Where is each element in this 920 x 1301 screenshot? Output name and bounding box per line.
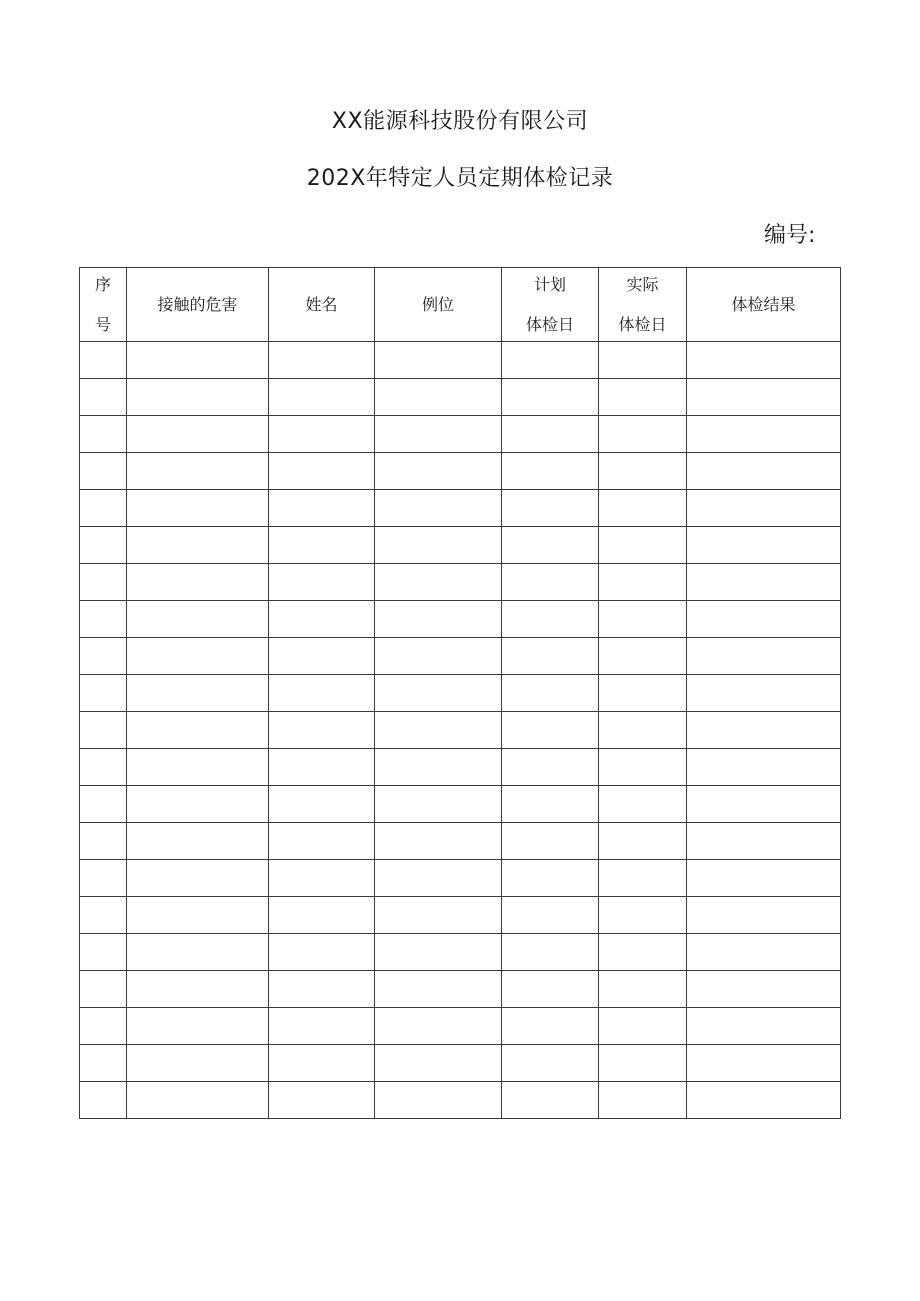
cell-position[interactable]: [375, 1045, 502, 1082]
cell-actual-exam-date[interactable]: [599, 490, 687, 527]
cell-planned-exam-date[interactable]: [502, 527, 599, 564]
cell-hazard[interactable]: [127, 675, 269, 712]
column-header-hazard: 接触的危害: [127, 268, 269, 342]
cell-actual-exam-date[interactable]: [599, 564, 687, 601]
cell-position[interactable]: [375, 712, 502, 749]
cell-name[interactable]: [269, 601, 375, 638]
column-header-line: 体检日: [618, 315, 667, 335]
cell-planned-exam-date[interactable]: [502, 342, 599, 379]
cell-actual-exam-date[interactable]: [599, 453, 687, 490]
cell-hazard[interactable]: [127, 749, 269, 786]
cell-exam-result[interactable]: [687, 601, 841, 638]
cell-name[interactable]: [269, 416, 375, 453]
cell-name[interactable]: [269, 527, 375, 564]
cell-exam-result[interactable]: [687, 1008, 841, 1045]
cell-hazard[interactable]: [127, 527, 269, 564]
cell-hazard[interactable]: [127, 490, 269, 527]
cell-name[interactable]: [269, 823, 375, 860]
cell-serial-number[interactable]: [80, 527, 127, 564]
table-row: [80, 823, 841, 860]
table-row: [80, 675, 841, 712]
cell-name[interactable]: [269, 1082, 375, 1119]
cell-serial-number[interactable]: [80, 786, 127, 823]
cell-hazard[interactable]: [127, 712, 269, 749]
cell-actual-exam-date[interactable]: [599, 749, 687, 786]
cell-position[interactable]: [375, 749, 502, 786]
cell-actual-exam-date[interactable]: [599, 416, 687, 453]
cell-serial-number[interactable]: [80, 860, 127, 897]
table-row: [80, 934, 841, 971]
cell-position[interactable]: [375, 860, 502, 897]
table-row: [80, 897, 841, 934]
table-row: [80, 527, 841, 564]
cell-name[interactable]: [269, 453, 375, 490]
cell-actual-exam-date[interactable]: [599, 934, 687, 971]
cell-exam-result[interactable]: [687, 379, 841, 416]
cell-exam-result[interactable]: [687, 971, 841, 1008]
cell-planned-exam-date[interactable]: [502, 564, 599, 601]
cell-position[interactable]: [375, 416, 502, 453]
cell-planned-exam-date[interactable]: [502, 601, 599, 638]
table-body: [80, 342, 841, 1119]
cell-name[interactable]: [269, 860, 375, 897]
cell-serial-number[interactable]: [80, 1045, 127, 1082]
cell-actual-exam-date[interactable]: [599, 1008, 687, 1045]
cell-actual-exam-date[interactable]: [599, 601, 687, 638]
cell-actual-exam-date[interactable]: [599, 712, 687, 749]
cell-planned-exam-date[interactable]: [502, 823, 599, 860]
cell-position[interactable]: [375, 527, 502, 564]
cell-planned-exam-date[interactable]: [502, 490, 599, 527]
cell-hazard[interactable]: [127, 823, 269, 860]
cell-position[interactable]: [375, 379, 502, 416]
cell-name[interactable]: [269, 638, 375, 675]
cell-position[interactable]: [375, 786, 502, 823]
column-header-name: 姓名: [269, 268, 375, 342]
cell-exam-result[interactable]: [687, 527, 841, 564]
cell-actual-exam-date[interactable]: [599, 675, 687, 712]
cell-position[interactable]: [375, 675, 502, 712]
cell-hazard[interactable]: [127, 638, 269, 675]
table-row: [80, 379, 841, 416]
cell-hazard[interactable]: [127, 1082, 269, 1119]
table-row: [80, 971, 841, 1008]
company-name: XX能源科技股份有限公司: [331, 109, 589, 134]
cell-exam-result[interactable]: [687, 786, 841, 823]
cell-hazard[interactable]: [127, 1008, 269, 1045]
cell-hazard[interactable]: [127, 564, 269, 601]
cell-exam-result[interactable]: [687, 675, 841, 712]
cell-serial-number[interactable]: [80, 638, 127, 675]
cell-planned-exam-date[interactable]: [502, 971, 599, 1008]
cell-hazard[interactable]: [127, 342, 269, 379]
column-header-line: 计划: [533, 274, 566, 294]
table-row: [80, 342, 841, 379]
cell-actual-exam-date[interactable]: [599, 860, 687, 897]
cell-exam-result[interactable]: [687, 1045, 841, 1082]
table-header-row: [80, 268, 841, 342]
table-row: [80, 564, 841, 601]
document-number-label: 编号:: [764, 223, 816, 248]
cell-position[interactable]: [375, 1008, 502, 1045]
cell-name[interactable]: [269, 342, 375, 379]
cell-position[interactable]: [375, 934, 502, 971]
cell-name[interactable]: [269, 1008, 375, 1045]
cell-actual-exam-date[interactable]: [599, 379, 687, 416]
cell-exam-result[interactable]: [687, 342, 841, 379]
table-row: [80, 1082, 841, 1119]
table-row: [80, 453, 841, 490]
table-row: [80, 638, 841, 675]
cell-serial-number[interactable]: [80, 379, 127, 416]
cell-position[interactable]: [375, 1082, 502, 1119]
cell-serial-number[interactable]: [80, 453, 127, 490]
cell-name[interactable]: [269, 749, 375, 786]
cell-exam-result[interactable]: [687, 638, 841, 675]
table-row: [80, 1045, 841, 1082]
cell-exam-result[interactable]: [687, 860, 841, 897]
column-header-line: 实际: [626, 274, 659, 294]
column-header-position: 例位: [375, 268, 502, 342]
cell-hazard[interactable]: [127, 1045, 269, 1082]
cell-position[interactable]: [375, 342, 502, 379]
cell-position[interactable]: [375, 453, 502, 490]
cell-position[interactable]: [375, 601, 502, 638]
cell-name[interactable]: [269, 712, 375, 749]
cell-serial-number[interactable]: [80, 971, 127, 1008]
cell-exam-result[interactable]: [687, 490, 841, 527]
cell-actual-exam-date[interactable]: [599, 527, 687, 564]
cell-serial-number[interactable]: [80, 823, 127, 860]
cell-hazard[interactable]: [127, 860, 269, 897]
table-row: [80, 749, 841, 786]
cell-serial-number[interactable]: [80, 749, 127, 786]
cell-serial-number[interactable]: [80, 416, 127, 453]
cell-hazard[interactable]: [127, 897, 269, 934]
cell-name[interactable]: [269, 897, 375, 934]
cell-serial-number[interactable]: [80, 934, 127, 971]
cell-position[interactable]: [375, 638, 502, 675]
cell-planned-exam-date[interactable]: [502, 675, 599, 712]
table-row: [80, 1008, 841, 1045]
cell-serial-number[interactable]: [80, 1082, 127, 1119]
cell-serial-number[interactable]: [80, 897, 127, 934]
cell-name[interactable]: [269, 675, 375, 712]
cell-position[interactable]: [375, 564, 502, 601]
cell-actual-exam-date[interactable]: [599, 1045, 687, 1082]
cell-name[interactable]: [269, 786, 375, 823]
cell-actual-exam-date[interactable]: [599, 342, 687, 379]
cell-actual-exam-date[interactable]: [599, 897, 687, 934]
cell-name[interactable]: [269, 1045, 375, 1082]
cell-position[interactable]: [375, 490, 502, 527]
cell-planned-exam-date[interactable]: [502, 1008, 599, 1045]
cell-planned-exam-date[interactable]: [502, 712, 599, 749]
column-header-planned-exam-date: [502, 268, 599, 342]
cell-name[interactable]: [269, 490, 375, 527]
table-row: [80, 860, 841, 897]
cell-planned-exam-date[interactable]: [502, 638, 599, 675]
cell-hazard[interactable]: [127, 934, 269, 971]
table-row: [80, 416, 841, 453]
cell-exam-result[interactable]: [687, 416, 841, 453]
column-header-line: 号: [94, 315, 111, 335]
cell-serial-number[interactable]: [80, 342, 127, 379]
cell-serial-number[interactable]: [80, 564, 127, 601]
cell-hazard[interactable]: [127, 379, 269, 416]
cell-exam-result[interactable]: [687, 934, 841, 971]
column-header-exam-result: 体检结果: [687, 268, 841, 342]
table-row: [80, 786, 841, 823]
cell-planned-exam-date[interactable]: [502, 1082, 599, 1119]
table-row: [80, 712, 841, 749]
table-row: [80, 601, 841, 638]
cell-planned-exam-date[interactable]: [502, 786, 599, 823]
cell-serial-number[interactable]: [80, 490, 127, 527]
cell-hazard[interactable]: [127, 971, 269, 1008]
cell-exam-result[interactable]: [687, 1082, 841, 1119]
cell-name[interactable]: [269, 564, 375, 601]
cell-serial-number[interactable]: [80, 601, 127, 638]
cell-exam-result[interactable]: [687, 564, 841, 601]
cell-position[interactable]: [375, 823, 502, 860]
column-header-line: 序: [94, 274, 111, 294]
table-row: [80, 490, 841, 527]
cell-actual-exam-date[interactable]: [599, 638, 687, 675]
cell-exam-result[interactable]: [687, 712, 841, 749]
column-header-serial-number: [80, 268, 127, 342]
cell-planned-exam-date[interactable]: [502, 749, 599, 786]
cell-planned-exam-date[interactable]: [502, 379, 599, 416]
cell-planned-exam-date[interactable]: [502, 897, 599, 934]
cell-planned-exam-date[interactable]: [502, 453, 599, 490]
cell-serial-number[interactable]: [80, 675, 127, 712]
cell-name[interactable]: [269, 971, 375, 1008]
cell-name[interactable]: [269, 379, 375, 416]
cell-planned-exam-date[interactable]: [502, 934, 599, 971]
cell-actual-exam-date[interactable]: [599, 823, 687, 860]
cell-hazard[interactable]: [127, 416, 269, 453]
column-header-line: 体检日: [525, 315, 574, 335]
cell-name[interactable]: [269, 934, 375, 971]
cell-hazard[interactable]: [127, 453, 269, 490]
cell-actual-exam-date[interactable]: [599, 786, 687, 823]
exam-record-table: [79, 267, 841, 1119]
cell-position[interactable]: [375, 897, 502, 934]
cell-hazard[interactable]: [127, 786, 269, 823]
cell-position[interactable]: [375, 971, 502, 1008]
cell-actual-exam-date[interactable]: [599, 971, 687, 1008]
cell-hazard[interactable]: [127, 601, 269, 638]
cell-exam-result[interactable]: [687, 453, 841, 490]
cell-planned-exam-date[interactable]: [502, 416, 599, 453]
cell-exam-result[interactable]: [687, 749, 841, 786]
cell-planned-exam-date[interactable]: [502, 860, 599, 897]
cell-serial-number[interactable]: [80, 712, 127, 749]
cell-planned-exam-date[interactable]: [502, 1045, 599, 1082]
cell-serial-number[interactable]: [80, 1008, 127, 1045]
document-title: 202X年特定人员定期体检记录: [306, 166, 614, 191]
cell-exam-result[interactable]: [687, 897, 841, 934]
cell-actual-exam-date[interactable]: [599, 1082, 687, 1119]
cell-exam-result[interactable]: [687, 823, 841, 860]
column-header-actual-exam-date: [599, 268, 687, 342]
